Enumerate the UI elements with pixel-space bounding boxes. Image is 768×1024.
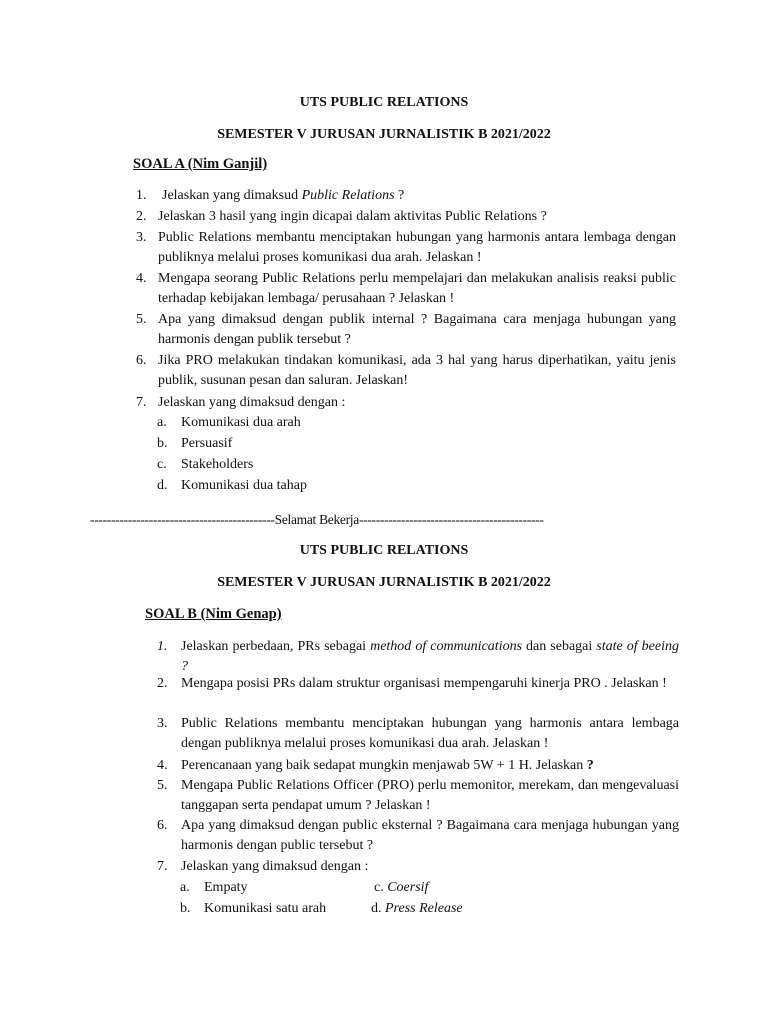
subitem-text: Coersif [387, 880, 429, 895]
subitem-text: Empaty [204, 880, 248, 895]
section-a-heading: SOAL A (Nim Ganjil) [133, 156, 268, 172]
question-number: 7. [136, 395, 147, 410]
question-number: 5. [157, 778, 168, 793]
subitem-letter: d. [371, 901, 382, 916]
section-a-subtitle: SEMESTER V JURUSAN JURNALISTIK B 2021/2022 [217, 127, 551, 142]
question-number: 4. [157, 758, 168, 773]
subitem-text: Komunikasi satu arah [204, 901, 327, 916]
question-number: 7. [157, 859, 168, 874]
question-number: 6. [136, 353, 147, 368]
question-text: Jelaskan 3 hasil yang ingin dicapai dalam aktivitas Public Relations ? [158, 209, 547, 224]
question-text: Jelaskan perbedaan, PRs sebagai method of communications dan sebagai state of beeing ? [181, 639, 679, 674]
question-number: 2. [157, 676, 168, 691]
question-number: 4. [136, 271, 147, 286]
question-text: Jelaskan yang dimaksud dengan : [181, 859, 369, 874]
section-a-title: UTS PUBLIC RELATIONS [299, 95, 469, 110]
question-text: Jika PRO melakukan tindakan komunikasi, ada 3 hal yang harus diperhatikan, yaitu jenis publik, susunan pesan dan saluran. Jelaskan! [158, 353, 676, 388]
subitem-text: Stakeholders [181, 457, 254, 472]
subitem-letter: d. [157, 478, 168, 493]
question-text: Jelaskan yang dimaksud dengan : [158, 395, 346, 410]
subitem-letter: b. [157, 436, 168, 451]
question-text: Apa yang dimaksud dengan publik internal ? Bagaimana cara menjaga hubungan yang harmonis dengan publik tersebut ? [158, 312, 676, 347]
subitem-text: Persuasif [181, 436, 233, 451]
question-text: Public Relations membantu menciptakan hubungan yang harmonis antara lembaga dengan publiknya melalui proses komunikasi dua arah. Jelaskan ! [158, 230, 676, 265]
section-b-subtitle: SEMESTER V JURUSAN JURNALISTIK B 2021/2022 [217, 575, 551, 590]
question-number: 6. [157, 818, 168, 833]
question-number: 3. [136, 230, 147, 245]
subitem-letter: c. [157, 457, 167, 472]
question-text: Perencanaan yang baik sedapat mungkin menjawab 5W + 1 H. Jelaskan ? [181, 758, 594, 773]
question-text: Mengapa posisi PRs dalam struktur organisasi mempengaruhi kinerja PRO . Jelaskan ! [181, 676, 667, 691]
question-text: Apa yang dimaksud dengan public eksternal ? Bagaimana cara menjaga hubungan yang harmonis dengan public tersebut ? [181, 818, 679, 853]
subitem-letter: c. [374, 880, 384, 895]
question-text: Public Relations membantu menciptakan hubungan yang harmonis antara lembaga dengan publiknya melalui proses komunikasi dua arah. Jelaskan ! [181, 716, 679, 751]
question-number: 1. [157, 639, 168, 654]
subitem-b-d [371, 899, 463, 919]
question-number: 3. [157, 716, 168, 731]
subitem-b-c [374, 878, 428, 898]
subitem-letter: b. [180, 901, 191, 916]
section-b-heading: SOAL B (Nim Genap) [145, 606, 282, 622]
section-b-title: UTS PUBLIC RELATIONS [299, 543, 469, 558]
subitem-text: Komunikasi dua arah [181, 415, 301, 430]
question-text: Jelaskan yang dimaksud Public Relations ? [162, 188, 405, 203]
question-text: Mengapa seorang Public Relations perlu mempelajari dan melakukan analisis reaksi public terhadap kebijakan lembaga/ perusahaan ? Jelaskan ! [158, 271, 676, 306]
subitem-letter: a. [157, 415, 167, 430]
subitem-text: Komunikasi dua tahap [181, 478, 307, 493]
question-number: 1. [136, 188, 147, 203]
divider-selamat-bekerja: --------------------------------------------Selamat Bekerja-------------------------------------------- [90, 512, 544, 527]
question-number: 5. [136, 312, 147, 327]
subitem-text: Press Release [385, 901, 463, 916]
subitem-letter: a. [180, 880, 190, 895]
question-text: Mengapa Public Relations Officer (PRO) perlu memonitor, merekam, dan mengevaluasi tanggapan serta pendapat umum ? Jelaskan ! [181, 778, 679, 813]
question-number: 2. [136, 209, 147, 224]
